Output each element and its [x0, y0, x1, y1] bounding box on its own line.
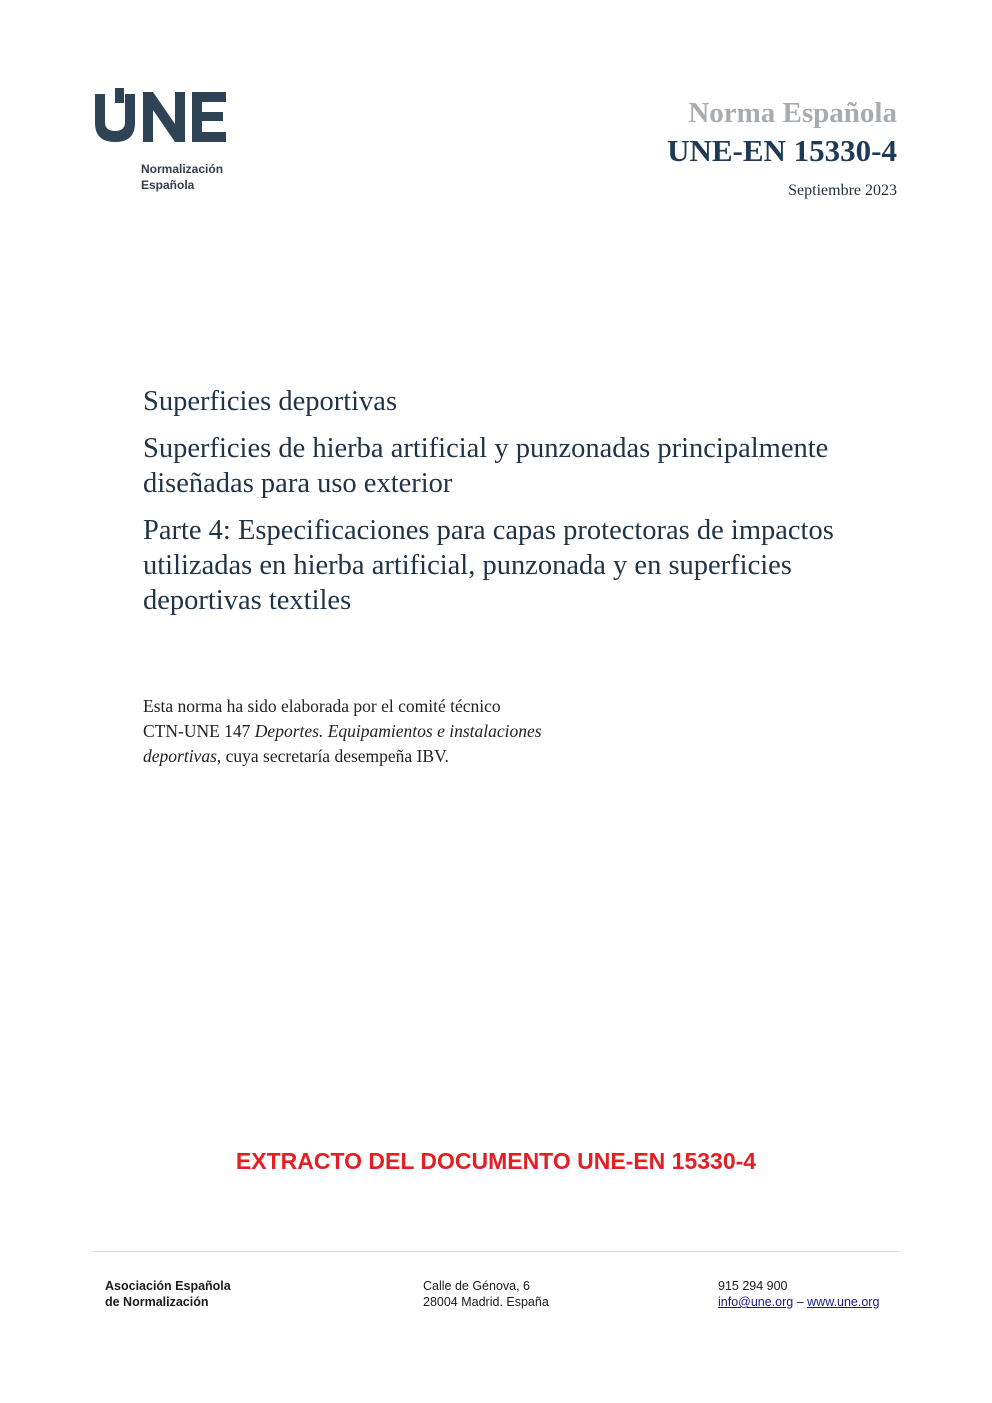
standard-header	[667, 96, 897, 200]
website-link[interactable]: www.une.org	[807, 1295, 880, 1309]
committee-name: Deportes. Equipamientos e instalaciones deportivas	[143, 721, 542, 766]
subtitle: Superficies de hierba artificial y punzonadas principalmente diseñadas para uso exterior	[143, 433, 829, 499]
logo-subtitle-line: Española	[141, 178, 195, 192]
footer-contact	[718, 1278, 879, 1310]
committee-statement	[143, 694, 623, 769]
footer-address	[423, 1278, 549, 1310]
footer-links	[718, 1294, 879, 1310]
document-titles	[143, 384, 883, 630]
committee-code: CTN-UNE 147	[143, 721, 255, 741]
footer-address-line: 28004 Madrid. España	[423, 1295, 549, 1309]
standard-kind: Norma Española	[688, 97, 897, 129]
email-link[interactable]: info@une.org	[718, 1295, 794, 1309]
une-logo	[93, 88, 243, 198]
une-logo-mark	[93, 88, 233, 148]
committee-secretariat: , cuya secretaría desempeña IBV.	[216, 746, 449, 766]
footer-divider	[93, 1251, 899, 1252]
committee-detail	[143, 719, 623, 769]
footer-org-line: Asociación Española	[105, 1279, 231, 1293]
part-title: Parte 4: Especificaciones para capas protectoras de impactos utilizadas en hierba artificial, punzonada y en superficies deportivas textiles	[143, 515, 834, 616]
logo-subtitle-line: Normalización	[141, 162, 224, 176]
committee-intro: Esta norma ha sido elaborada por el comité técnico	[143, 696, 501, 716]
publication-date: Septiembre 2023	[788, 182, 897, 199]
footer-address-line: Calle de Génova, 6	[423, 1279, 531, 1293]
footer-phone: 915 294 900	[718, 1279, 788, 1293]
link-separator: –	[793, 1295, 808, 1309]
footer-org-line: de Normalización	[105, 1295, 209, 1309]
main-title: Superficies deportivas	[143, 386, 398, 417]
logo-subtitle	[141, 161, 223, 193]
standard-code: UNE-EN 15330-4	[667, 133, 897, 168]
footer-organization	[105, 1278, 231, 1310]
extract-notice: EXTRACTO DEL DOCUMENTO UNE-EN 15330-4	[235, 1148, 757, 1174]
